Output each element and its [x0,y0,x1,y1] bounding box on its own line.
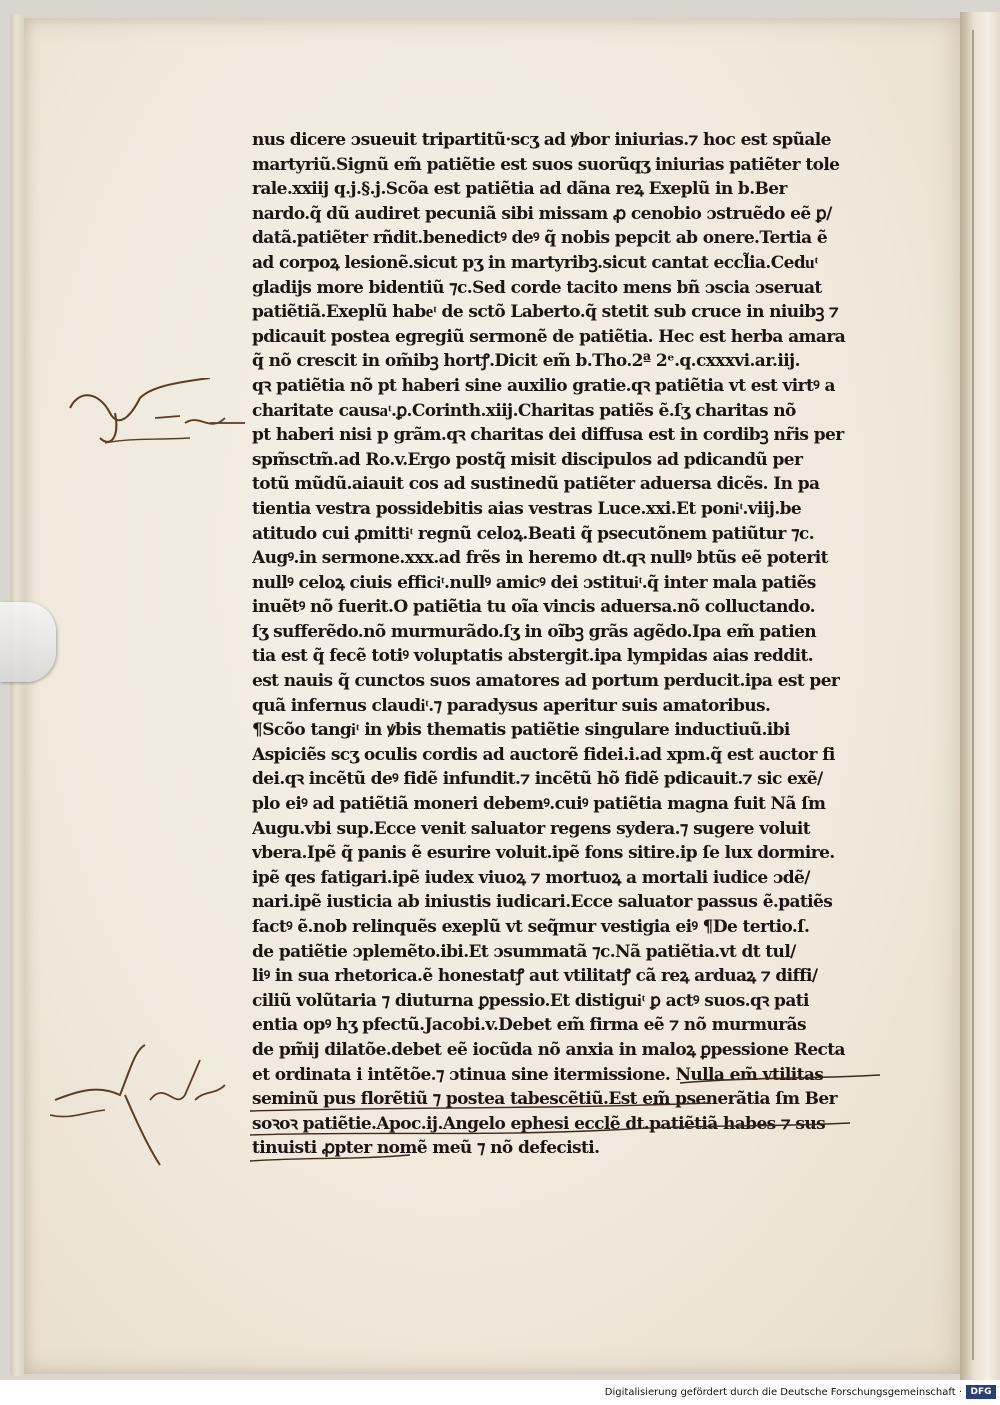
text-line: quã infernus claudiͭ.⁊ paradysus aperitur suis amatoribus. [252,695,771,716]
text-line: pdicauit postea egregiũ sermonẽ de patiẽtia. Hec est herba amara [252,326,846,347]
text-line: ſʒ sufferẽdo.nõ murmurãdo.ſʒ in oĩbꝫ grãs agẽdo.Ipa em̃ patien [252,621,817,642]
text-line: factꝰ ẽ.nob relinquẽs exeplũ vt seq̃mur vestigia eiꝰ ¶De tertio.ſ. [252,917,810,937]
text-line: martyriũ.Signũ em̃ patiẽtie est suos suorũqʒ iniurias patiẽter tole [252,154,840,175]
text-line: liꝰ in sua rhetorica.ẽ honestatꝭ aut vtilitatꝭ cã reꝝ arduaꝝ ⁊ diffi/ [252,966,818,987]
text-line: nullꝰ celoꝝ ciuis efficiͭ.nullꝰ amicꝰ dei ɔstituiͭ.q̃ inter mala patiẽs [252,572,816,593]
digitization-footer [0,1380,1000,1405]
text-line: ciliũ volũtaria ⁊ diuturna ꝑpessio.Et distiguiͭ ꝑ actꝰ suos.qꝛ pati [252,990,809,1011]
text-line: de pm̃ij dilatõe.debet eẽ iocũda nõ anxia in maloꝝ ꝑpessione Recta [252,1039,845,1060]
text-line: tientia vestra possidebitis aias vestras Luce.xxi.Et poniͭ.viij.be [252,498,802,519]
gutter-fold-line [972,30,974,1360]
text-line: inuẽtꝰ nõ fuerit.O patiẽtia tu oĩa vincis aduersa.nõ colluctando. [252,597,815,618]
text-line: de patiẽtie ɔplemẽto.ibi.Et ɔsummatã ⁊c.Nã patiẽtia.vt dt tul/ [252,941,796,962]
text-line: nari.ipẽ iusticia ab iniustis iudicari.Ecce saluator passus ẽ.patiẽs [252,892,833,913]
text-line: Augꝰ.in sermone.xxx.ad frẽs in heremo dt.qꝛ nullꝰ btũs eẽ poterit [252,548,828,569]
dfg-logo: DFG [966,1385,996,1399]
text-line: tia est q̃ fecẽ totiꝰ voluptatis abstergit.ipa lympidas aias reddit. [252,646,814,667]
text-line: spm̃sctm̃.ad Ro.v.Ergo postq̃ misit discipulos ad pdicandũ per [252,449,803,470]
text-line: ipẽ qes fatigari.ipẽ iudex viuoꝝ ⁊ mortuoꝝ a mortali iudice ɔdẽ/ [252,867,810,888]
book-gutter [960,12,1000,1380]
marginal-annotation-lower [50,1040,230,1170]
text-line: tinuisti ꝓpter nomẽ meũ ⁊ nõ defecisti. [252,1138,600,1159]
manuscript-underline-marks [250,1065,890,1175]
text-line: dei.qꝛ incẽtũ deꝰ fidẽ infundit.⁊ incẽtũ hõ fidẽ pdicauit.⁊ sic exẽ/ [252,769,823,790]
text-line: est nauis q̃ cunctos suos amatores ad portum perducit.ipa est per [252,671,840,692]
text-line: plo eiꝰ ad patiẽtiã moneri debemꝰ.cuiꝰ patiẽtia magna fuit Nã ſm [252,794,826,815]
text-line: entia opꝰ hʒ pfectũ.Jacobi.v.Debet em̃ firma eẽ ⁊ nõ murmurãs [252,1015,806,1036]
funding-credit: Digitalisierung gefördert durch die Deutsche Forschungsgemeinschaft · [604,1387,962,1398]
text-line: gladijs more bidentiũ ⁊c.Sed corde tacito mens bñ ɔscia ɔseruat [252,277,822,298]
text-line: atitudo cui ꝓmittiͭ regnũ celoꝝ.Beati q̃ psecutõnem patiũtur ⁊c. [252,523,815,544]
text-line: rale.xxiij q.j.§.j.Scõa est patiẽtia ad dãna reꝝ Exeplũ in b.Ber [252,179,787,200]
plastic-page-clip [0,602,56,682]
text-line: datã.patiẽter rñdit.benedictꝰ deꝰ q̃ nobis pepcit ab onere.Tertia ẽ [252,228,828,249]
text-line: ¶Scõo tangiͭ in ꝟbis thematis patiẽtie singulare inductiuũ.ibi [252,720,790,741]
text-line: patiẽtiã.Exeplũ habeͭ de sctõ Laberto.q̃ stetit sub cruce in niuibꝫ ⁊ [252,302,839,323]
text-line: charitate causaͭ.ꝑ.Corinth.xiij.Charitas patiẽs ẽ.ſʒ charitas nõ [252,400,796,421]
text-line: qꝛ patiẽtia nõ pt haberi sine auxilio gratie.qꝛ patiẽtia vt est virtꝰ a [252,375,835,396]
text-line: q̃ nõ crescit in om̃ibꝫ hortꝭ.Dicit em̃ b.Tho.2ª 2ᵉ.q.cxxxvi.ar.iij. [252,351,800,372]
marginal-annotation-upper [60,378,250,458]
text-line: ad corpoꝝ lesionẽ.sicut pʒ in martyribꝫ.sicut cantat eccl̃ia.Ceduͭ [252,252,818,273]
text-line: pt haberi nisi p grãm.qꝛ charitas dei diffusa est in cordibꝫ nr̃is per [252,425,844,446]
text-line: seminũ pus florẽtiũ ⁊ postea tabescẽtiũ.Est em̃ psenerãtia ſm Ber [252,1089,837,1110]
text-line: nardo.q̃ dũ audiret pecuniã sibi missam ꝓ cenobio ɔstruẽdo eẽ ꝑ/ [252,203,832,224]
text-line: soꝛoꝛ patiẽtie.Apoc.ij.Angelo ephesi ecclẽ dt.patiẽtiã habes ⁊ sus [252,1113,826,1134]
text-line: totũ mũdũ.aiauit cos ad sustinedũ patiẽter aduersa dicẽs. In pa [252,474,820,495]
text-line: Aspiciẽs scʒ oculis cordis ad auctorẽ fidei.i.ad xpm.q̃ est auctor fi [252,744,835,765]
main-text-column [252,128,864,1161]
text-line: Augu.vbi sup.Ecce venit saluator regens sydera.⁊ sugere voluit [252,818,810,839]
text-line: nus dicere ɔsueuit tripartitũ·scʒ ad ꝟbor iniurias.⁊ hoc est spũale [252,130,831,150]
text-line: vbera.Ipẽ q̃ panis ẽ esurire voluit.ipẽ fons sitire.ip ſe lux dormire. [252,843,835,864]
text-line: et ordinata i intẽtõe.⁊ ɔtinua sine itermissione. Nulla em̃ vtilitas [252,1064,824,1085]
